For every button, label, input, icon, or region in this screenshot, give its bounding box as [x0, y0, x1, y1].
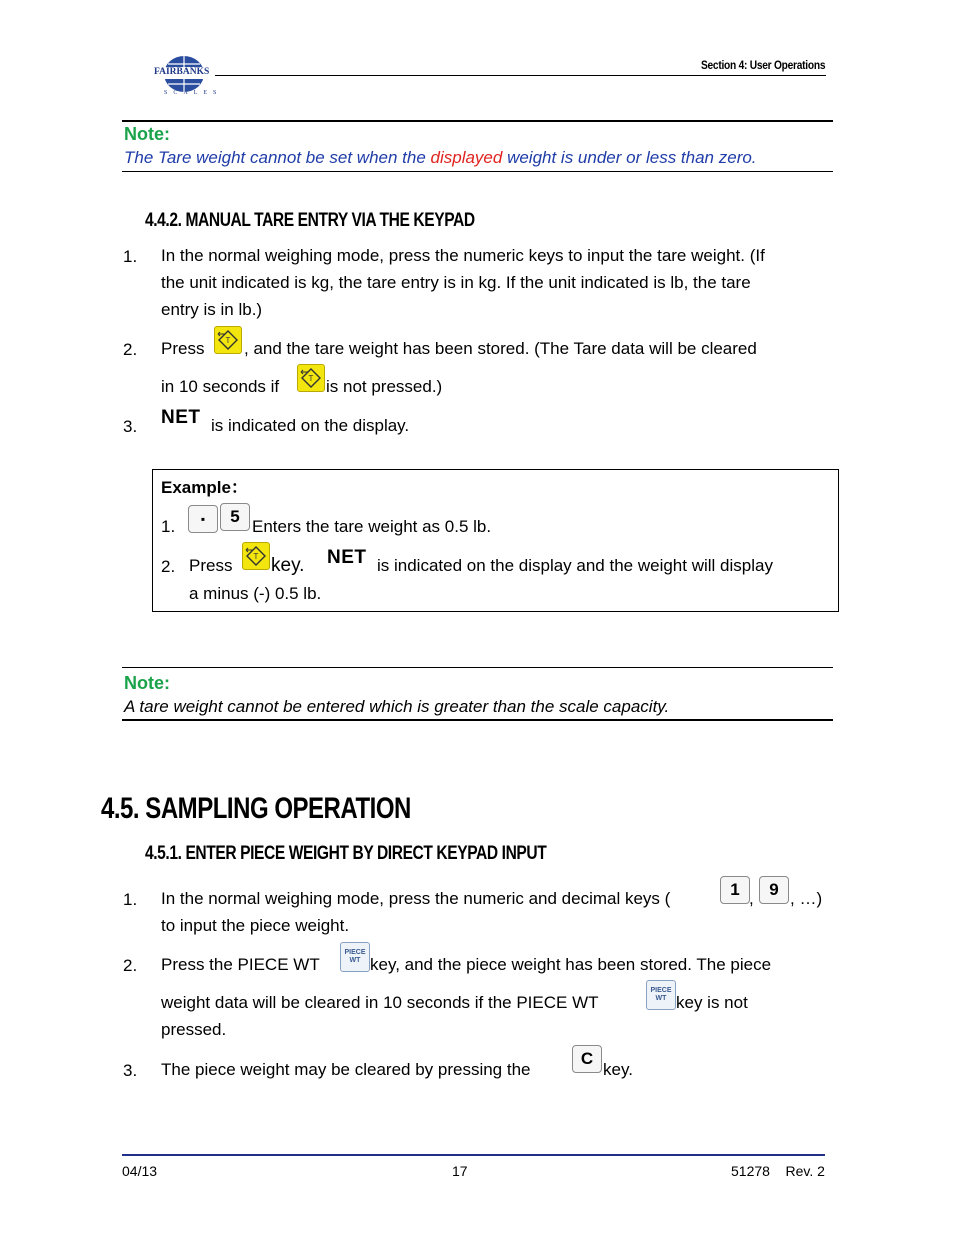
fairbanks-logo	[150, 52, 223, 100]
tare-key-icon	[242, 542, 270, 570]
net-indicator: NET	[161, 407, 201, 428]
piece-key-label: PIECE	[344, 949, 366, 956]
list-item-line: In the normal weighing mode, press the numeric keys to input the tare weight. (If	[161, 246, 765, 265]
list-item-text: key.	[603, 1060, 633, 1079]
list-number: 1.	[123, 247, 138, 266]
list-item-text: pressed.	[161, 1020, 227, 1039]
note-label: Note:	[124, 124, 170, 144]
list-item-text: The piece weight may be cleared by pressing the	[161, 1060, 531, 1079]
list-item-text: Press the PIECE WT	[161, 955, 320, 974]
header-rule	[215, 75, 826, 76]
note-top-rule	[122, 120, 833, 122]
example-text: is indicated on the display and the weight will display	[377, 556, 773, 575]
key-5: 5	[220, 503, 250, 531]
decimal-key: ▪	[188, 505, 218, 533]
list-number: 1.	[161, 517, 176, 536]
list-number: 2.	[123, 340, 138, 359]
piece-key-label: PIECE	[650, 987, 672, 994]
document-number: 51278 Rev. 2	[731, 1163, 825, 1179]
list-item	[161, 335, 204, 362]
list-item-text: weight data will be cleared in 10 seconds if the PIECE WT	[161, 993, 599, 1012]
example-text: a minus (-) 0.5 lb.	[189, 584, 322, 603]
footer-rule	[122, 1154, 825, 1156]
key-9: 9	[759, 876, 789, 904]
svg-text:T: T	[308, 374, 314, 383]
piece-key-label: WT	[349, 957, 361, 964]
section-heading: 4.5. SAMPLING OPERATION	[101, 792, 411, 825]
list-item-text: key is not	[676, 993, 748, 1012]
list-item-text: is indicated on the display.	[211, 416, 410, 435]
list-number: 3.	[123, 417, 138, 436]
note-bottom-rule	[122, 171, 833, 172]
note-bottom-rule	[122, 719, 833, 721]
list-number: 2.	[161, 557, 176, 576]
section-heading: 4.4.2. MANUAL TARE ENTRY VIA THE KEYPAD	[145, 210, 475, 231]
list-item-text: to input the piece weight.	[161, 916, 350, 935]
list-number: 1.	[123, 890, 138, 909]
note-top-rule	[122, 667, 833, 668]
piece-wt-key-icon	[646, 980, 676, 1010]
clear-key: C	[572, 1045, 602, 1073]
note-text-part: The Tare weight cannot be set when the	[124, 148, 431, 167]
list-number: 2.	[123, 956, 138, 975]
tare-key-icon	[214, 326, 242, 354]
net-indicator: NET	[327, 547, 367, 568]
list-item-text: Press	[161, 339, 205, 358]
piece-wt-key-icon	[340, 942, 370, 972]
piece-key-label: WT	[655, 995, 667, 1002]
page-number: 17	[452, 1163, 468, 1179]
footer-date: 04/13	[122, 1163, 158, 1179]
list-item-text: In the normal weighing mode, press the numeric and decimal keys (	[161, 889, 671, 908]
svg-text:T: T	[253, 552, 259, 561]
separator-comma: ,	[749, 889, 754, 908]
list-item-text: , …)	[790, 889, 823, 908]
list-item-text: , and the tare weight has been stored. (The Tare data will be cleared	[244, 339, 757, 358]
svg-text:T: T	[225, 336, 231, 345]
example-text: Press	[189, 556, 233, 575]
logo-subtext: SCALES	[164, 90, 223, 96]
list-item-text: in 10 seconds if	[161, 377, 280, 396]
list-item-text: is not pressed.)	[326, 377, 443, 396]
list-item-text: key, and the piece weight has been stored. The piece	[370, 955, 772, 974]
note-label: Note:	[124, 673, 170, 693]
note-text-highlight: displayed	[430, 148, 503, 167]
list-number: 3.	[123, 1061, 138, 1080]
note-text: A tare weight cannot be entered which is greater than the scale capacity.	[124, 697, 670, 716]
example-text: Enters the tare weight as 0.5 lb.	[252, 517, 492, 536]
list-item-line: entry is in lb.)	[161, 300, 263, 319]
key-1: 1	[720, 876, 750, 904]
section-heading: 4.5.1. ENTER PIECE WEIGHT BY DIRECT KEYPAD INPUT	[145, 843, 547, 864]
example-text: key.	[271, 555, 305, 576]
note-text	[124, 148, 757, 168]
section-header-title: Section 4: User Operations	[700, 58, 825, 72]
note-text-part: weight is under or less than zero.	[502, 148, 757, 167]
list-item-line: the unit indicated is kg, the tare entry is in kg. If the unit indicated is lb, the tare	[161, 273, 751, 292]
example-label: Example：	[161, 478, 248, 497]
tare-key-icon	[297, 364, 325, 392]
list-item	[161, 242, 765, 323]
logo-text: FAIRBANKS	[154, 67, 210, 77]
